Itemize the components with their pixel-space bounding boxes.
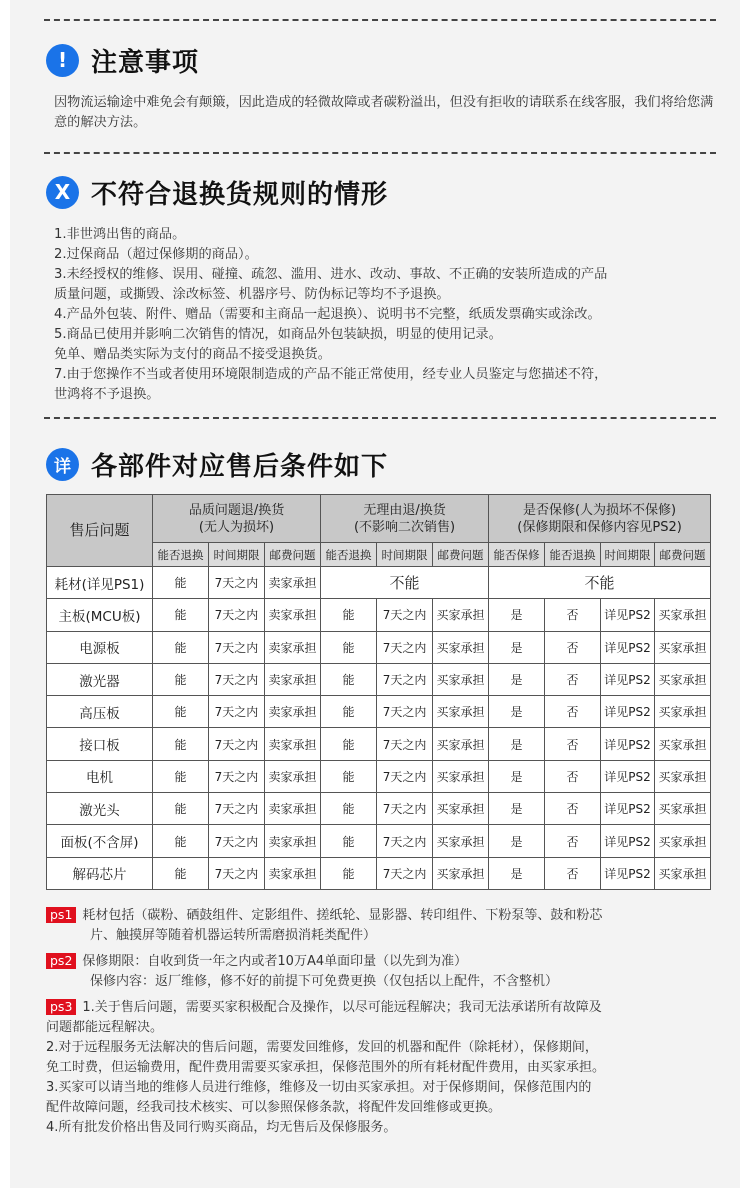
rules-heading bbox=[46, 174, 388, 210]
cell: 买家承担 bbox=[655, 663, 711, 695]
row-name: 耗材(详见PS1) bbox=[47, 567, 153, 599]
cell: 7天之内 bbox=[377, 663, 433, 695]
table-row bbox=[47, 760, 711, 792]
divider-middle bbox=[44, 152, 716, 154]
group-header-quality: 品质问题退/换货 (无人为损坏) bbox=[153, 495, 321, 543]
table-row bbox=[47, 825, 711, 857]
cell: 卖家承担 bbox=[265, 825, 321, 857]
tag-ps3: ps3 bbox=[46, 999, 76, 1015]
note-text: 免工时费，但运输费用，配件费用需要买家承担，保修范围外的所有耗材配件费用，由买家承担。 bbox=[46, 1060, 606, 1075]
cell: 是 bbox=[489, 857, 545, 889]
table-corner-header: 售后问题 bbox=[47, 495, 153, 567]
cell: 能 bbox=[153, 793, 209, 825]
cell: 能 bbox=[321, 696, 377, 728]
group-header-no-reason: 无理由退/换货 (不影响二次销售) bbox=[321, 495, 489, 543]
cell: 7天之内 bbox=[377, 599, 433, 631]
note-text: 1.关于售后问题，需要买家积极配合及操作，以尽可能远程解决；我司无法承诺所有故障及 bbox=[82, 1000, 602, 1015]
cell: 买家承担 bbox=[433, 663, 489, 695]
cell: 详见PS2 bbox=[601, 760, 655, 792]
cell: 7天之内 bbox=[377, 857, 433, 889]
divider-top bbox=[44, 19, 716, 21]
cell: 能 bbox=[321, 825, 377, 857]
cell: 能 bbox=[321, 663, 377, 695]
rules-line: 7.由于您操作不当或者使用环境限制造成的产品不能正常使用，经专业人员鉴定与您描述不符， bbox=[54, 367, 608, 382]
table-row-consumable bbox=[47, 567, 711, 599]
cell: 卖家承担 bbox=[265, 631, 321, 663]
cell: 详见PS2 bbox=[601, 663, 655, 695]
cell: 能 bbox=[153, 825, 209, 857]
cell: 是 bbox=[489, 825, 545, 857]
cell: 否 bbox=[545, 793, 601, 825]
rules-line: 4.产品外包装、附件、赠品（需要和主商品一起退换）、说明书不完整，纸质发票确实或涂改。 bbox=[54, 307, 601, 322]
notes-section bbox=[46, 906, 714, 1138]
row-name: 面板(不含屏) bbox=[47, 825, 153, 857]
subheader: 时间期限 bbox=[377, 543, 433, 567]
cell: 能 bbox=[321, 728, 377, 760]
note-ps1 bbox=[46, 906, 714, 946]
subheader: 邮费问题 bbox=[655, 543, 711, 567]
rules-line: 3.未经授权的维修、误用、碰撞、疏忽、滥用、进水、改动、事故、不正确的安装所造成的产品 bbox=[54, 267, 608, 282]
subheader: 能否保修 bbox=[489, 543, 545, 567]
note-text: 问题都能远程解决。 bbox=[46, 1020, 164, 1035]
cell: 7天之内 bbox=[377, 760, 433, 792]
cell: 7天之内 bbox=[209, 631, 265, 663]
note-text: 片、触摸屏等随着机器运转所需磨损消耗类配件） bbox=[90, 928, 377, 943]
cell: 否 bbox=[545, 825, 601, 857]
note-text: 3.买家可以请当地的维修人员进行维修，维修及一切由买家承担。对于保修期间，保修范围内的 bbox=[46, 1080, 592, 1095]
rules-line: 1.非世鸿出售的商品。 bbox=[54, 227, 186, 242]
cell: 买家承担 bbox=[433, 631, 489, 663]
cell: 买家承担 bbox=[655, 696, 711, 728]
after-sales-table bbox=[46, 494, 711, 890]
cell: 能 bbox=[153, 857, 209, 889]
cell: 7天之内 bbox=[377, 696, 433, 728]
notice-text: 因物流运输途中难免会有颠簸，因此造成的轻微故障或者碳粉溢出，但没有拒收的请联系在线客服，我们将给您满意的解决方法。 bbox=[54, 95, 714, 130]
rules-line: 免单、赠品类实际为支付的商品不接受退换货。 bbox=[54, 347, 331, 362]
cell: 能 bbox=[321, 631, 377, 663]
cell: 能 bbox=[153, 567, 209, 599]
table-row bbox=[47, 696, 711, 728]
cell: 否 bbox=[545, 696, 601, 728]
cell: 详见PS2 bbox=[601, 696, 655, 728]
table-row bbox=[47, 631, 711, 663]
cell: 能 bbox=[321, 599, 377, 631]
rules-line: 2.过保商品（超过保修期的商品）。 bbox=[54, 247, 258, 262]
note-text: 配件故障问题，经我司技术核实、可以参照保修条款，将配件发回维修或更换。 bbox=[46, 1100, 502, 1115]
table-row bbox=[47, 599, 711, 631]
subheader: 能否退换 bbox=[545, 543, 601, 567]
cell: 7天之内 bbox=[209, 760, 265, 792]
cell: 详见PS2 bbox=[601, 825, 655, 857]
rules-line: 5.商品已使用并影响二次销售的情况，如商品外包装缺损，明显的使用记录。 bbox=[54, 327, 502, 342]
note-text: 保修期限：自收到货一年之内或者10万A4单面印量（以先到为准） bbox=[82, 954, 468, 969]
cell: 能 bbox=[153, 663, 209, 695]
group-header-warranty: 是否保修(人为损坏不保修) (保修期限和保修内容见PS2) bbox=[489, 495, 711, 543]
cell: 详见PS2 bbox=[601, 793, 655, 825]
note-ps2 bbox=[46, 952, 714, 992]
cell: 能 bbox=[153, 631, 209, 663]
exclamation-icon: ! bbox=[46, 44, 79, 77]
cell: 否 bbox=[545, 599, 601, 631]
row-name: 接口板 bbox=[47, 728, 153, 760]
detail-icon: 详 bbox=[46, 448, 79, 481]
cell: 买家承担 bbox=[433, 599, 489, 631]
subheader: 时间期限 bbox=[601, 543, 655, 567]
table-row bbox=[47, 728, 711, 760]
cell: 买家承担 bbox=[655, 825, 711, 857]
cell: 买家承担 bbox=[433, 728, 489, 760]
cell-not-allowed: 不能 bbox=[489, 567, 711, 599]
row-name: 解码芯片 bbox=[47, 857, 153, 889]
row-name: 高压板 bbox=[47, 696, 153, 728]
rules-line: 质量问题，或撕毁、涂改标签、机器序号、防伪标记等均不予退换。 bbox=[54, 287, 450, 302]
note-ps3 bbox=[46, 998, 714, 1138]
cell: 否 bbox=[545, 728, 601, 760]
table-row bbox=[47, 793, 711, 825]
cell: 7天之内 bbox=[377, 793, 433, 825]
cell: 是 bbox=[489, 728, 545, 760]
cell: 7天之内 bbox=[209, 728, 265, 760]
cell: 是 bbox=[489, 599, 545, 631]
cell: 能 bbox=[321, 760, 377, 792]
cell: 卖家承担 bbox=[265, 599, 321, 631]
cell: 买家承担 bbox=[655, 760, 711, 792]
cell: 卖家承担 bbox=[265, 857, 321, 889]
cell: 买家承担 bbox=[433, 825, 489, 857]
subheader: 邮费问题 bbox=[265, 543, 321, 567]
rules-title: 不符合退换货规则的情形 bbox=[91, 179, 389, 210]
parts-title: 各部件对应售后条件如下 bbox=[91, 451, 389, 482]
row-name: 主板(MCU板) bbox=[47, 599, 153, 631]
note-text: 保修内容：返厂维修，修不好的前提下可免费更换（仅包括以上配件，不含整机） bbox=[90, 974, 559, 989]
cell: 是 bbox=[489, 793, 545, 825]
cell: 详见PS2 bbox=[601, 728, 655, 760]
cell: 7天之内 bbox=[377, 825, 433, 857]
cell: 能 bbox=[321, 857, 377, 889]
cell: 7天之内 bbox=[377, 631, 433, 663]
cell: 买家承担 bbox=[433, 857, 489, 889]
cell: 是 bbox=[489, 631, 545, 663]
cell: 否 bbox=[545, 631, 601, 663]
cell: 买家承担 bbox=[433, 760, 489, 792]
cell: 7天之内 bbox=[209, 793, 265, 825]
cell: 7天之内 bbox=[377, 728, 433, 760]
part-rows bbox=[47, 599, 711, 890]
table-row bbox=[47, 857, 711, 889]
cell: 买家承担 bbox=[655, 728, 711, 760]
notice-title: 注意事项 bbox=[91, 47, 200, 78]
notice-heading bbox=[46, 42, 199, 78]
cell: 否 bbox=[545, 663, 601, 695]
parts-heading bbox=[46, 446, 388, 482]
divider-bottom bbox=[44, 417, 716, 419]
cell: 能 bbox=[153, 696, 209, 728]
cell: 卖家承担 bbox=[265, 760, 321, 792]
row-name: 电源板 bbox=[47, 631, 153, 663]
table-row bbox=[47, 663, 711, 695]
cell: 买家承担 bbox=[433, 696, 489, 728]
cell: 7天之内 bbox=[209, 567, 265, 599]
cell: 7天之内 bbox=[209, 825, 265, 857]
tag-ps1: ps1 bbox=[46, 907, 76, 923]
cell: 7天之内 bbox=[209, 696, 265, 728]
cell: 卖家承担 bbox=[265, 793, 321, 825]
cell: 卖家承担 bbox=[265, 728, 321, 760]
tag-ps2: ps2 bbox=[46, 953, 76, 969]
cell: 买家承担 bbox=[655, 857, 711, 889]
cell: 卖家承担 bbox=[265, 663, 321, 695]
cell: 买家承担 bbox=[655, 631, 711, 663]
cell: 卖家承担 bbox=[265, 696, 321, 728]
cell: 详见PS2 bbox=[601, 599, 655, 631]
rules-list bbox=[54, 225, 714, 405]
cell: 能 bbox=[153, 728, 209, 760]
note-text: 耗材包括（碳粉、硒鼓组件、定影组件、搓纸轮、显影器、转印组件、下粉泵等、鼓和粉芯 bbox=[82, 908, 603, 923]
cell: 卖家承担 bbox=[265, 567, 321, 599]
cell: 否 bbox=[545, 857, 601, 889]
row-name: 电机 bbox=[47, 760, 153, 792]
cell: 能 bbox=[153, 599, 209, 631]
cell: 买家承担 bbox=[433, 793, 489, 825]
cell: 能 bbox=[153, 760, 209, 792]
note-text: 2.对于远程服务无法解决的售后问题，需要发回维修，发回的机器和配件（除耗材），保修期间， bbox=[46, 1040, 598, 1055]
subheader: 时间期限 bbox=[209, 543, 265, 567]
cell: 是 bbox=[489, 663, 545, 695]
x-icon: X bbox=[46, 176, 79, 209]
cell: 是 bbox=[489, 760, 545, 792]
cell: 买家承担 bbox=[655, 599, 711, 631]
rules-line: 世鸿将不予退换。 bbox=[54, 387, 160, 402]
row-name: 激光器 bbox=[47, 663, 153, 695]
cell: 7天之内 bbox=[209, 599, 265, 631]
cell: 买家承担 bbox=[655, 793, 711, 825]
note-text: 4.所有批发价格出售及同行购买商品，均无售后及保修服务。 bbox=[46, 1120, 397, 1135]
subheader: 邮费问题 bbox=[433, 543, 489, 567]
cell: 详见PS2 bbox=[601, 631, 655, 663]
subheader: 能否退换 bbox=[321, 543, 377, 567]
cell: 7天之内 bbox=[209, 857, 265, 889]
cell: 是 bbox=[489, 696, 545, 728]
cell: 能 bbox=[321, 793, 377, 825]
cell: 详见PS2 bbox=[601, 857, 655, 889]
cell: 否 bbox=[545, 760, 601, 792]
row-name: 激光头 bbox=[47, 793, 153, 825]
subheader: 能否退换 bbox=[153, 543, 209, 567]
cell: 7天之内 bbox=[209, 663, 265, 695]
cell-not-allowed: 不能 bbox=[321, 567, 489, 599]
